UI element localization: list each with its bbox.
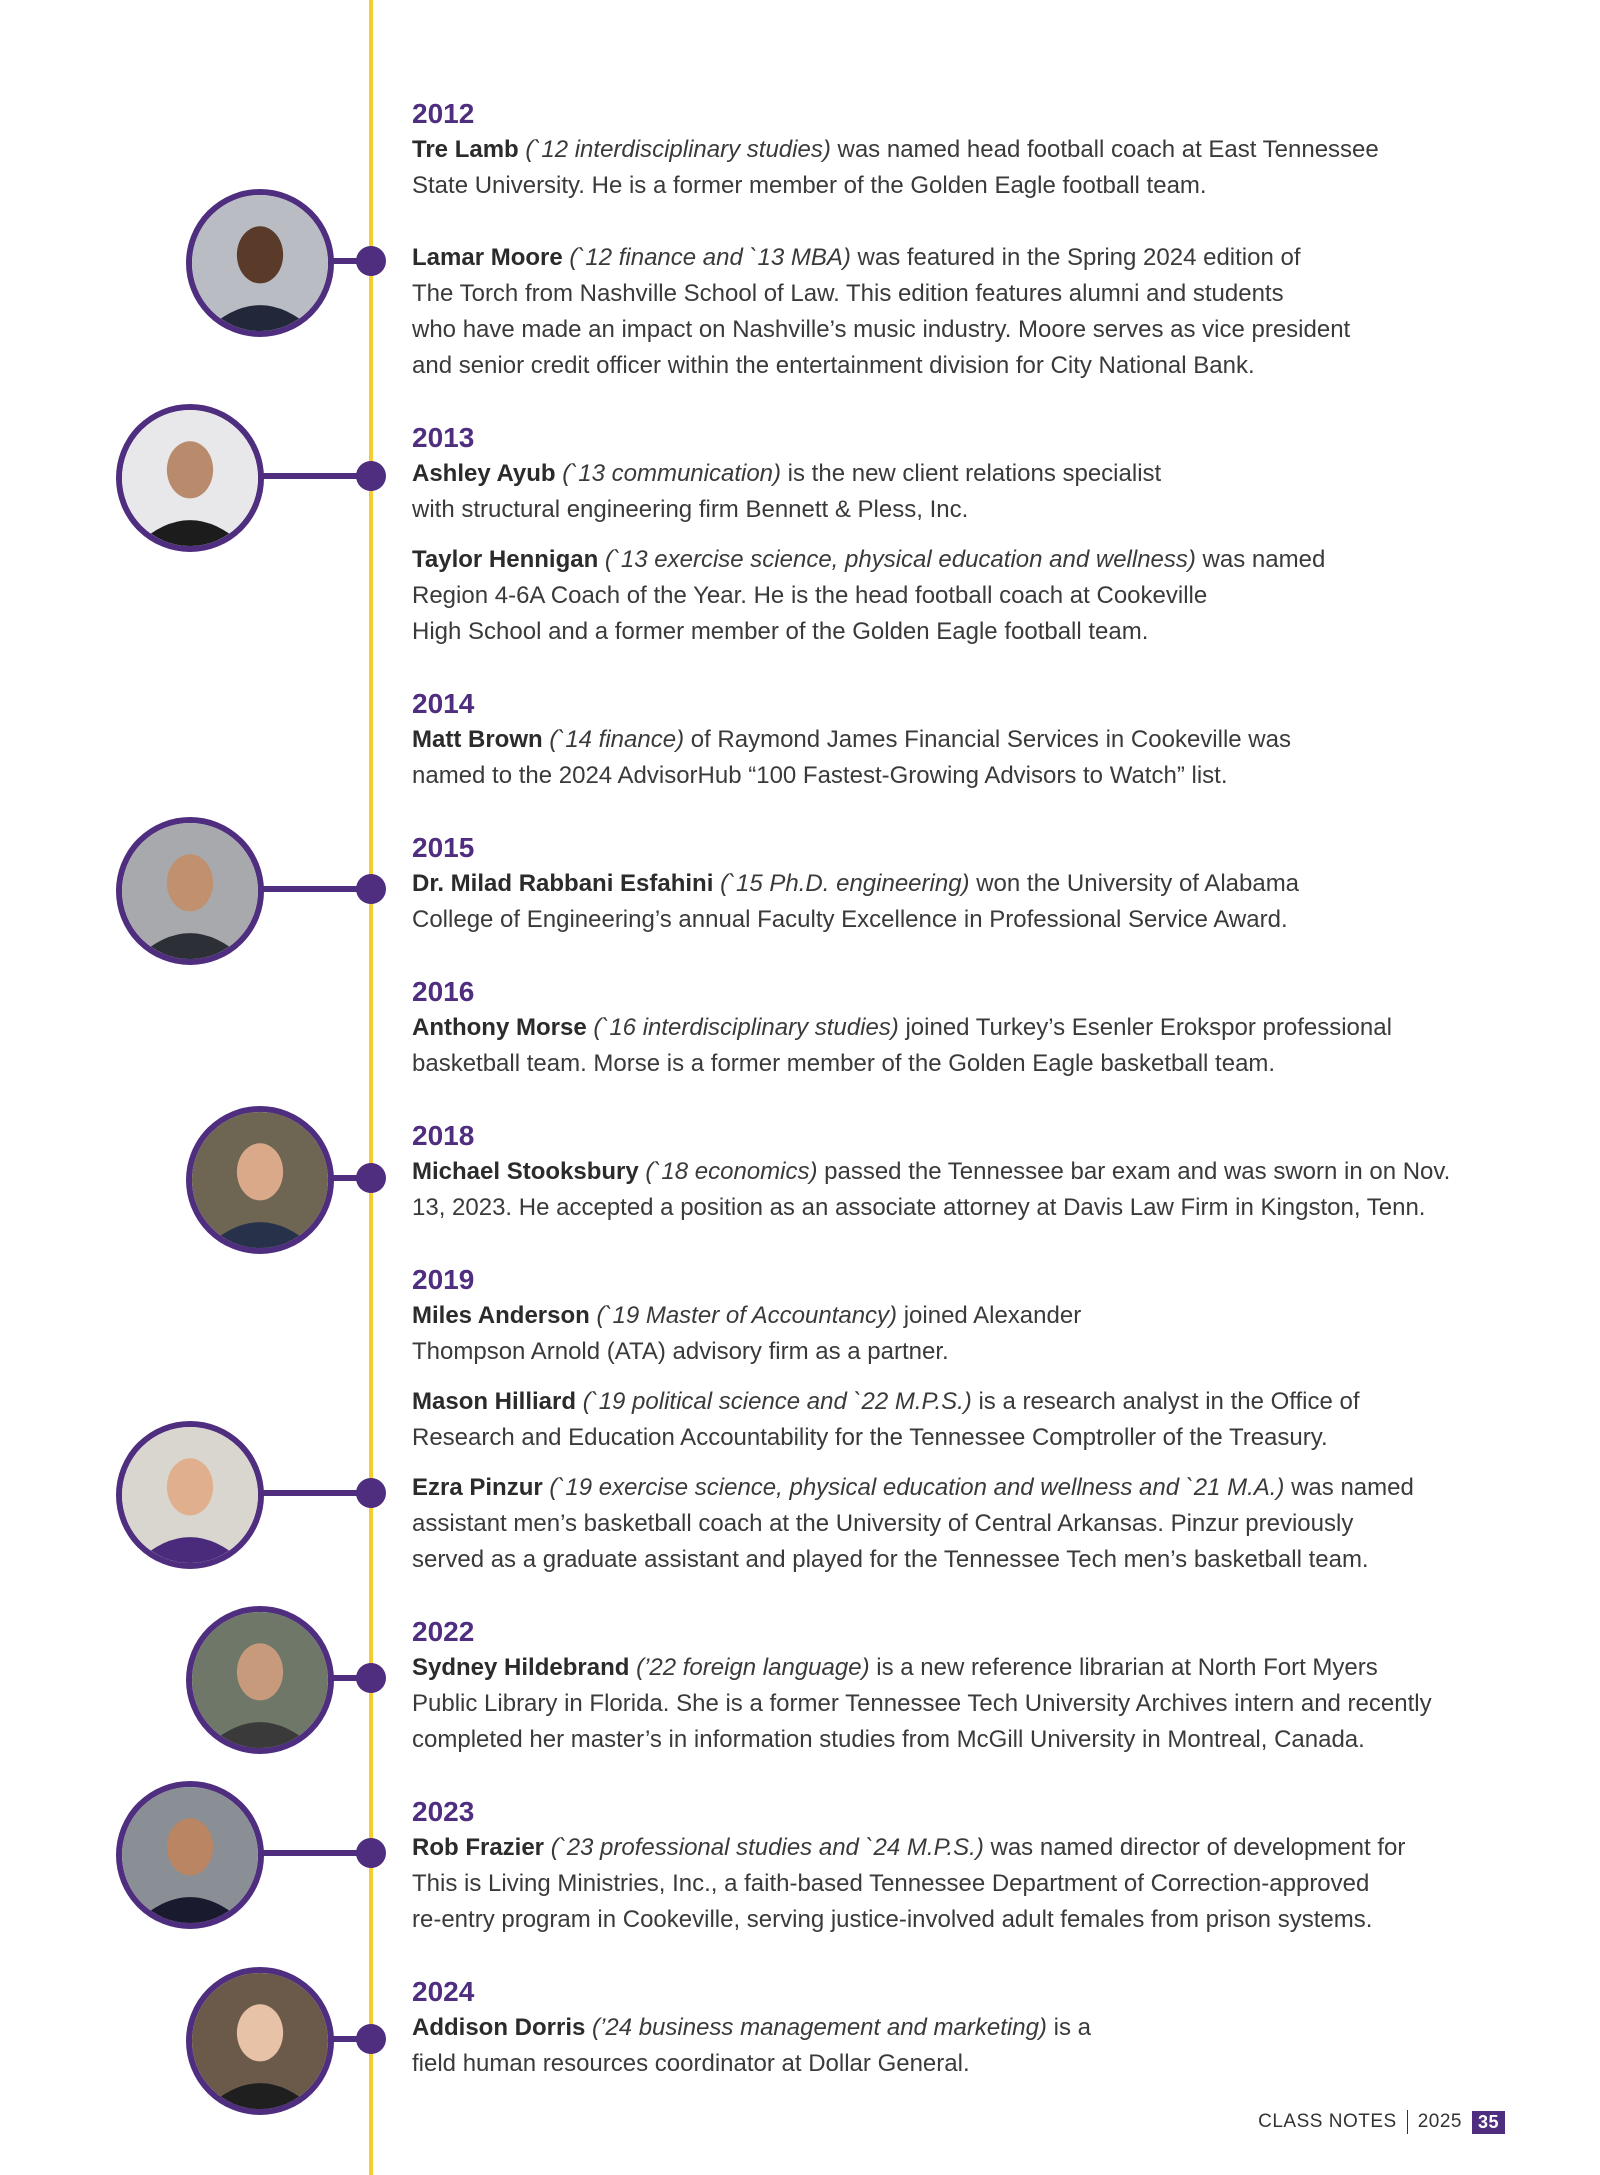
entry-text: was named head football coach at East Tennessee [830, 136, 1379, 163]
year-heading: 2014 [412, 688, 475, 719]
alumni-entry [412, 132, 1492, 204]
entry-text: Public Library in Florida. She is a former Tennessee Tech University Archives intern and recently [412, 1690, 1432, 1717]
timeline-dot [356, 1163, 386, 1193]
year-section [412, 830, 1492, 938]
alumni-entry [412, 1298, 1492, 1370]
footer-divider [1407, 2110, 1408, 2134]
year-heading: 2019 [412, 1264, 475, 1295]
year-section [412, 1262, 1492, 1578]
alumni-entry [412, 542, 1492, 650]
page-footer [1258, 2110, 1505, 2134]
alumni-name: Ashley Ayub [412, 460, 556, 487]
alumni-degree: (’24 business management and marketing) [592, 2014, 1047, 2041]
alumni-degree: (`15 Ph.D. engineering) [720, 870, 970, 897]
alumni-entry [412, 1154, 1492, 1226]
entry-text: who have made an impact on Nashville’s music industry. Moore serves as vice president [412, 316, 1351, 343]
alumni-entry [412, 722, 1492, 794]
alumni-degree: (`23 professional studies and `24 M.P.S.) [550, 1834, 984, 1861]
year-section [412, 420, 1492, 650]
year-section [412, 96, 1492, 384]
year-section [412, 1118, 1492, 1226]
page-number: 35 [1472, 2111, 1505, 2134]
alumni-entry [412, 1830, 1492, 1938]
entry-text: is the new client relations specialist [781, 460, 1162, 487]
entry-text: was named director of development for [983, 1834, 1406, 1861]
alumni-name: Michael Stooksbury [412, 1158, 639, 1185]
timeline-dot [356, 874, 386, 904]
entry-text: 13, 2023. He accepted a position as an associate attorney at Davis Law Firm in Kingston, Tenn. [412, 1194, 1426, 1221]
entry-text: with structural engineering firm Bennett & Pless, Inc. [412, 496, 969, 523]
alumni-name: Lamar Moore [412, 244, 563, 271]
alumni-degree: (’22 foreign language) [636, 1654, 870, 1681]
alumni-entry [412, 2010, 1492, 2082]
alumni-name: Rob Frazier [412, 1834, 545, 1861]
alumni-entry [412, 240, 1492, 384]
alumni-name: Taylor Hennigan [412, 546, 599, 573]
alumni-name: Miles Anderson [412, 1302, 590, 1329]
alumni-entry [412, 1010, 1492, 1082]
alumni-name: Matt Brown [412, 726, 543, 753]
timeline-dot [356, 1838, 386, 1868]
footer-section-label: CLASS NOTES [1258, 2111, 1397, 2132]
entry-text: is a research analyst in the Office of [971, 1388, 1360, 1415]
alumni-degree: (`13 exercise science, physical education and wellness) [604, 546, 1196, 573]
entry-text: field human resources coordinator at Dollar General. [412, 2050, 970, 2077]
entry-text: and senior credit officer within the entertainment division for City National Bank. [412, 352, 1255, 379]
year-section [412, 974, 1492, 1082]
entry-text: completed her master’s in information studies from McGill University in Montreal, Canada. [412, 1726, 1365, 1753]
portrait-photo-icon [186, 1967, 334, 2115]
entry-text: is a new reference librarian at North Fort Myers [869, 1654, 1378, 1681]
year-heading: 2023 [412, 1796, 475, 1827]
entry-text: of Raymond James Financial Services in Cookeville was [684, 726, 1291, 753]
entry-text: State University. He is a former member of the Golden Eagle football team. [412, 172, 1207, 199]
alumni-degree: (`14 finance) [549, 726, 685, 753]
timeline-dot [356, 461, 386, 491]
portrait-photo-icon [186, 189, 334, 337]
entry-text: assistant men’s basketball coach at the University of Central Arkansas. Pinzur previously [412, 1510, 1354, 1537]
alumni-entry [412, 866, 1492, 938]
entry-text: served as a graduate assistant and played for the Tennessee Tech men’s basketball team. [412, 1546, 1369, 1573]
alumni-degree: (`12 finance and `13 MBA) [569, 244, 851, 271]
alumni-name: Tre Lamb [412, 136, 519, 163]
alumni-degree: (`16 interdisciplinary studies) [593, 1014, 899, 1041]
year-section [412, 686, 1492, 794]
entry-text: High School and a former member of the Golden Eagle football team. [412, 618, 1149, 645]
entry-text: named to the 2024 AdvisorHub “100 Fastest-Growing Advisors to Watch” list. [412, 762, 1228, 789]
alumni-entry [412, 1384, 1492, 1456]
entry-text: The Torch from Nashville School of Law. This edition features alumni and students [412, 280, 1284, 307]
alumni-degree: (`18 economics) [645, 1158, 818, 1185]
year-section [412, 1974, 1492, 2082]
entry-text: won the University of Alabama [969, 870, 1300, 897]
portrait-photo-icon [116, 817, 264, 965]
alumni-degree: (`19 political science and `22 M.P.S.) [582, 1388, 972, 1415]
entry-text: This is Living Ministries, Inc., a faith-based Tennessee Department of Correction-approved [412, 1870, 1370, 1897]
alumni-degree: (`13 communication) [562, 460, 782, 487]
portrait-photo-icon [116, 1421, 264, 1569]
year-heading: 2015 [412, 832, 475, 863]
alumni-degree: (`19 exercise science, physical education and wellness and `21 M.A.) [549, 1474, 1285, 1501]
portrait-photo-icon [116, 1781, 264, 1929]
entry-text: College of Engineering’s annual Faculty Excellence in Professional Service Award. [412, 906, 1288, 933]
alumni-name: Sydney Hildebrand [412, 1654, 630, 1681]
alumni-entry [412, 456, 1492, 528]
entry-text: Region 4-6A Coach of the Year. He is the head football coach at Cookeville [412, 582, 1208, 609]
entry-text: basketball team. Morse is a former member of the Golden Eagle basketball team. [412, 1050, 1276, 1077]
year-section [412, 1614, 1492, 1758]
timeline-dot [356, 1663, 386, 1693]
year-heading: 2024 [412, 1976, 475, 2007]
portrait-photo-icon [186, 1106, 334, 1254]
entry-text: was named [1195, 546, 1326, 573]
timeline-dot [356, 246, 386, 276]
alumni-degree: (`19 Master of Accountancy) [596, 1302, 898, 1329]
alumni-name: Dr. Milad Rabbani Esfahini [412, 870, 714, 897]
alumni-name: Addison Dorris [412, 2014, 586, 2041]
alumni-name: Anthony Morse [412, 1014, 587, 1041]
alumni-entry [412, 1470, 1492, 1578]
alumni-name: Ezra Pinzur [412, 1474, 543, 1501]
year-section [412, 1794, 1492, 1938]
alumni-entry [412, 1650, 1492, 1758]
timeline-dot [356, 1478, 386, 1508]
entry-text: Research and Education Accountability for the Tennessee Comptroller of the Treasury. [412, 1424, 1328, 1451]
entry-text: is a [1046, 2014, 1091, 2041]
entry-text: Thompson Arnold (ATA) advisory firm as a partner. [412, 1338, 949, 1365]
year-heading: 2012 [412, 98, 475, 129]
entry-text: joined Alexander [897, 1302, 1082, 1329]
alumni-name: Mason Hilliard [412, 1388, 577, 1415]
portrait-photo-icon [116, 404, 264, 552]
class-notes-list [412, 96, 1492, 2082]
entry-text: joined Turkey’s Esenler Erokspor professional [898, 1014, 1392, 1041]
entry-text: re-entry program in Cookeville, serving justice-involved adult females from prison systems. [412, 1906, 1373, 1933]
year-heading: 2022 [412, 1616, 475, 1647]
alumni-degree: (`12 interdisciplinary studies) [525, 136, 831, 163]
timeline-dot [356, 2024, 386, 2054]
entry-text: was featured in the Spring 2024 edition of [850, 244, 1301, 271]
portrait-photo-icon [186, 1606, 334, 1754]
entry-text: passed the Tennessee bar exam and was sworn in on Nov. [817, 1158, 1451, 1185]
footer-year: 2025 [1417, 2111, 1462, 2132]
year-heading: 2018 [412, 1120, 475, 1151]
entry-text: was named [1284, 1474, 1414, 1501]
year-heading: 2013 [412, 422, 475, 453]
year-heading: 2016 [412, 976, 475, 1007]
